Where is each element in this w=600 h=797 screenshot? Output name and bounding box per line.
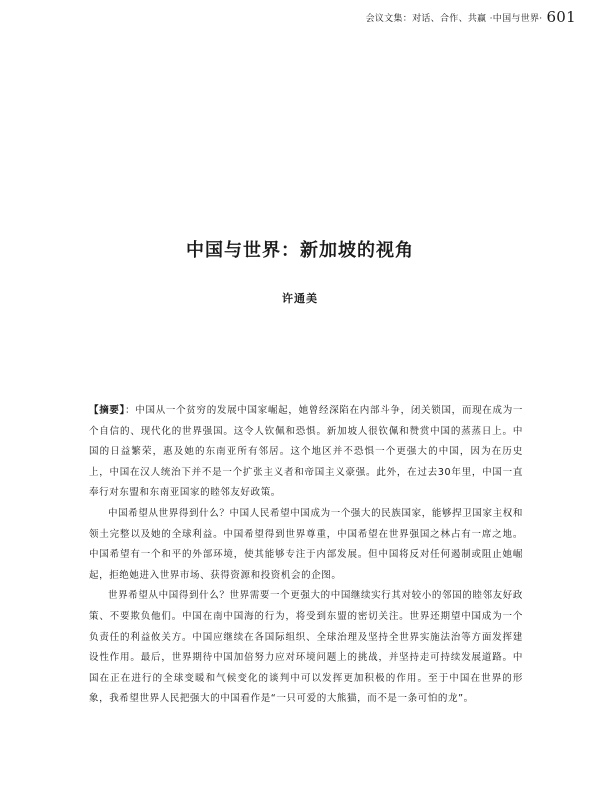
body-paragraph-2: 世界希望从中国得到什么？世界需要一个更强大的中国继续实行其对较小的邻国的睦邻友好政策、不要欺负他们。中国在南中国海的行为，将受到东盟的密切关注。世界还期望中国成为一个负责任的利益攸关方。中国应继续在各国际组织、全球治理及坚持全世界实施法治等方面发挥建设性作用。最后，世界期待中国加倍努力应对环境问题上的挑战，并坚持走可持续发展道路。中国在正在进行的全球变暖和气候变化的谈判中可以发挥更加积极的作用。至于中国在世界的形象，我希望世界人民把强大的中国看作是“一只可爱的大熊猫，而不是一条可怕的龙”。 [89, 590, 523, 705]
page-number: 601 [546, 8, 576, 26]
abstract-label: 【摘要】 [89, 405, 126, 416]
body-paragraph-1: 中国希望从世界得到什么？中国人民希望中国成为一个强大的民族国家，能够捍卫国家主权和领土完整以及她的全球利益。中国希望得到世界尊重，中国希望在世界强国之林占有一席之地。中国希望有一个和平的外部环境，使其能够专注于内部发展。但中国将反对任何遏制或阻止她崛起，拒绝她进入世界市场、获得资源和投资机会的企图。 [89, 507, 523, 581]
article-body [89, 401, 523, 710]
running-header [300, 8, 576, 26]
article-title: 中国与世界：新加坡的视角 [186, 240, 414, 261]
abstract-text: ：中国从一个贫穷的发展中国家崛起，她曾经深陷在内部斗争，闭关锁国，而现在成为一个自信的、现代化的世界强国。这令人钦佩和恐惧。新加坡人很钦佩和赞赏中国的蒸蒸日上。中国的日益繁荣，惠及她的东南亚所有邻居。这个地区并不恐惧一个更强大的中国，因为在历史上，中国在汉人统治下并不是一个扩张主义者和帝国主义豪强。此外，在过去30年里，中国一直奉行对东盟和东南亚国家的睦邻友好政策。 [89, 405, 523, 499]
running-title: 会议文集：对话、合作、共赢 ·中国与世界· [365, 14, 543, 24]
article-author: 许通美 [282, 292, 318, 305]
abstract-paragraph [89, 401, 523, 504]
